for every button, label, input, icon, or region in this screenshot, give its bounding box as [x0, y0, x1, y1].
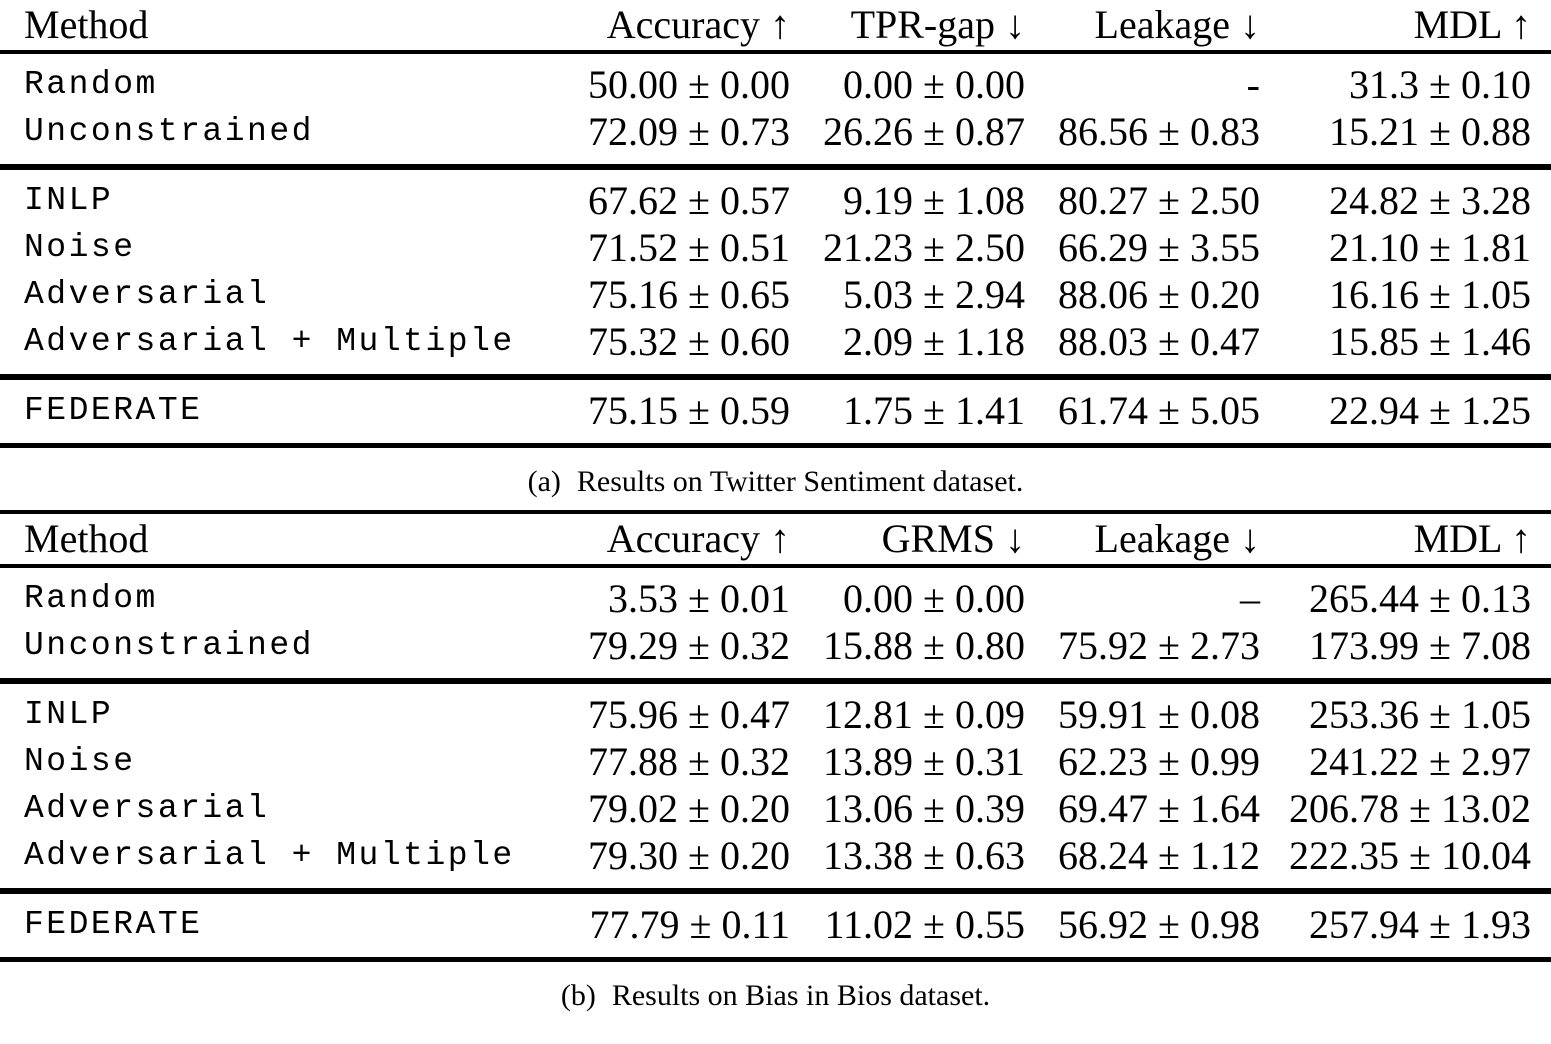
- value-cell: 0.00 ± 0.00: [843, 62, 1025, 107]
- value-cell: 15.21 ± 0.88: [1329, 109, 1531, 154]
- value-cell: 5.03 ± 2.94: [843, 272, 1025, 317]
- value-cell: 50.00 ± 0.00: [588, 62, 790, 107]
- value-cell: 15.85 ± 1.46: [1329, 319, 1531, 364]
- table-row: [0, 318, 1551, 376]
- bottom-rule-line: [0, 960, 1551, 963]
- value-cell: 13.38 ± 0.63: [823, 833, 1025, 878]
- value-cell: 88.06 ± 0.20: [1058, 272, 1260, 317]
- method-cell: INLP: [24, 696, 114, 733]
- value-cell: 75.16 ± 0.65: [588, 272, 790, 317]
- method-cell: Adversarial + Multiple: [24, 837, 515, 874]
- value-cell: 59.91 ± 0.08: [1058, 692, 1260, 737]
- column-header-metric-3: Leakage ↓: [1025, 0, 1260, 52]
- method-cell: Adversarial: [24, 276, 270, 313]
- value-cell: 71.52 ± 0.51: [588, 225, 790, 270]
- column-header-metric-1: Accuracy ↑: [505, 0, 790, 52]
- method-cell: Adversarial: [24, 790, 270, 827]
- value-cell: 61.74 ± 5.05: [1058, 388, 1260, 433]
- value-cell: 21.23 ± 2.50: [823, 225, 1025, 270]
- value-cell: 79.30 ± 0.20: [588, 833, 790, 878]
- header-row: [0, 0, 1551, 52]
- results-table-twitter: [0, 0, 1551, 448]
- bottom-rule-line: [0, 446, 1551, 449]
- column-header-metric-2: TPR-gap ↓: [790, 0, 1025, 52]
- value-cell: 257.94 ± 1.93: [1309, 902, 1531, 947]
- value-cell: 9.19 ± 1.08: [843, 178, 1025, 223]
- value-cell: 24.82 ± 3.28: [1329, 178, 1531, 223]
- value-cell: 21.10 ± 1.81: [1329, 225, 1531, 270]
- value-cell: 31.3 ± 0.10: [1349, 62, 1531, 107]
- column-header-method: Method: [0, 514, 505, 566]
- table-row: [0, 893, 1551, 960]
- table-caption-a: [0, 464, 1551, 500]
- column-header-metric-4: MDL ↑: [1260, 514, 1551, 566]
- value-cell: 79.02 ± 0.20: [588, 786, 790, 831]
- table-row: [0, 108, 1551, 166]
- results-table-bios: [0, 510, 1551, 962]
- value-cell: 56.92 ± 0.98: [1058, 902, 1260, 947]
- method-cell: Random: [24, 66, 158, 103]
- value-cell: 67.62 ± 0.57: [588, 178, 790, 223]
- table-row: [0, 785, 1551, 832]
- table-row: [0, 738, 1551, 785]
- value-cell: –: [1240, 576, 1260, 621]
- value-cell: 26.26 ± 0.87: [823, 109, 1025, 154]
- method-cell: Noise: [24, 229, 136, 266]
- column-header-metric-2: GRMS ↓: [790, 514, 1025, 566]
- column-header-metric-1: Accuracy ↑: [505, 514, 790, 566]
- value-cell: 75.32 ± 0.60: [588, 319, 790, 364]
- value-cell: 75.96 ± 0.47: [588, 692, 790, 737]
- table-row: [0, 566, 1551, 622]
- value-cell: 86.56 ± 0.83: [1058, 109, 1260, 154]
- value-cell: 222.35 ± 10.04: [1289, 833, 1531, 878]
- column-header-metric-4: MDL ↑: [1260, 0, 1551, 52]
- value-cell: 22.94 ± 1.25: [1329, 388, 1531, 433]
- value-cell: 15.88 ± 0.80: [823, 623, 1025, 668]
- caption-label: (a): [527, 465, 561, 498]
- table-row: [0, 271, 1551, 318]
- method-cell: INLP: [24, 182, 114, 219]
- column-header-method: Method: [0, 0, 505, 52]
- value-cell: 13.06 ± 0.39: [823, 786, 1025, 831]
- value-cell: 0.00 ± 0.00: [843, 576, 1025, 621]
- value-cell: 68.24 ± 1.12: [1058, 833, 1260, 878]
- value-cell: 77.79 ± 0.11: [589, 902, 790, 947]
- value-cell: 1.75 ± 1.41: [843, 388, 1025, 433]
- column-header-metric-3: Leakage ↓: [1025, 514, 1260, 566]
- value-cell: 13.89 ± 0.31: [823, 739, 1025, 784]
- value-cell: 3.53 ± 0.01: [608, 576, 790, 621]
- table-row: [0, 224, 1551, 271]
- table-row: [0, 622, 1551, 680]
- table-row: [0, 169, 1551, 225]
- value-cell: 66.29 ± 3.55: [1058, 225, 1260, 270]
- value-cell: 79.29 ± 0.32: [588, 623, 790, 668]
- bottom-rule: [0, 960, 1551, 963]
- value-cell: 77.88 ± 0.32: [588, 739, 790, 784]
- method-cell: FEDERATE: [24, 906, 203, 943]
- table-caption-b: [0, 978, 1551, 1014]
- value-cell: 241.22 ± 2.97: [1309, 739, 1531, 784]
- caption-text: Results on Bias in Bios dataset.: [611, 979, 991, 1012]
- value-cell: 75.92 ± 2.73: [1058, 623, 1260, 668]
- value-cell: 11.02 ± 0.55: [824, 902, 1025, 947]
- caption-text: Results on Twitter Sentiment dataset.: [576, 465, 1024, 498]
- table-row: [0, 379, 1551, 446]
- value-cell: 62.23 ± 0.99: [1058, 739, 1260, 784]
- value-cell: 206.78 ± 13.02: [1289, 786, 1531, 831]
- value-cell: 253.36 ± 1.05: [1309, 692, 1531, 737]
- caption-label: (b): [560, 979, 596, 1012]
- bottom-rule: [0, 446, 1551, 449]
- method-cell: Noise: [24, 743, 136, 780]
- value-cell: 173.99 ± 7.08: [1309, 623, 1531, 668]
- table-row: [0, 832, 1551, 890]
- table-row: [0, 52, 1551, 108]
- method-cell: FEDERATE: [24, 392, 203, 429]
- value-cell: 80.27 ± 2.50: [1058, 178, 1260, 223]
- method-cell: Unconstrained: [24, 113, 314, 150]
- method-cell: Unconstrained: [24, 627, 314, 664]
- method-cell: Adversarial + Multiple: [24, 323, 515, 360]
- value-cell: 72.09 ± 0.73: [588, 109, 790, 154]
- value-cell: 88.03 ± 0.47: [1058, 319, 1260, 364]
- header-row: [0, 514, 1551, 566]
- value-cell: 265.44 ± 0.13: [1309, 576, 1531, 621]
- value-cell: 12.81 ± 0.09: [823, 692, 1025, 737]
- table-row: [0, 683, 1551, 739]
- value-cell: -: [1246, 62, 1260, 107]
- value-cell: 69.47 ± 1.64: [1058, 786, 1260, 831]
- value-cell: 16.16 ± 1.05: [1329, 272, 1531, 317]
- value-cell: 2.09 ± 1.18: [843, 319, 1025, 364]
- method-cell: Random: [24, 580, 158, 617]
- value-cell: 75.15 ± 0.59: [588, 388, 790, 433]
